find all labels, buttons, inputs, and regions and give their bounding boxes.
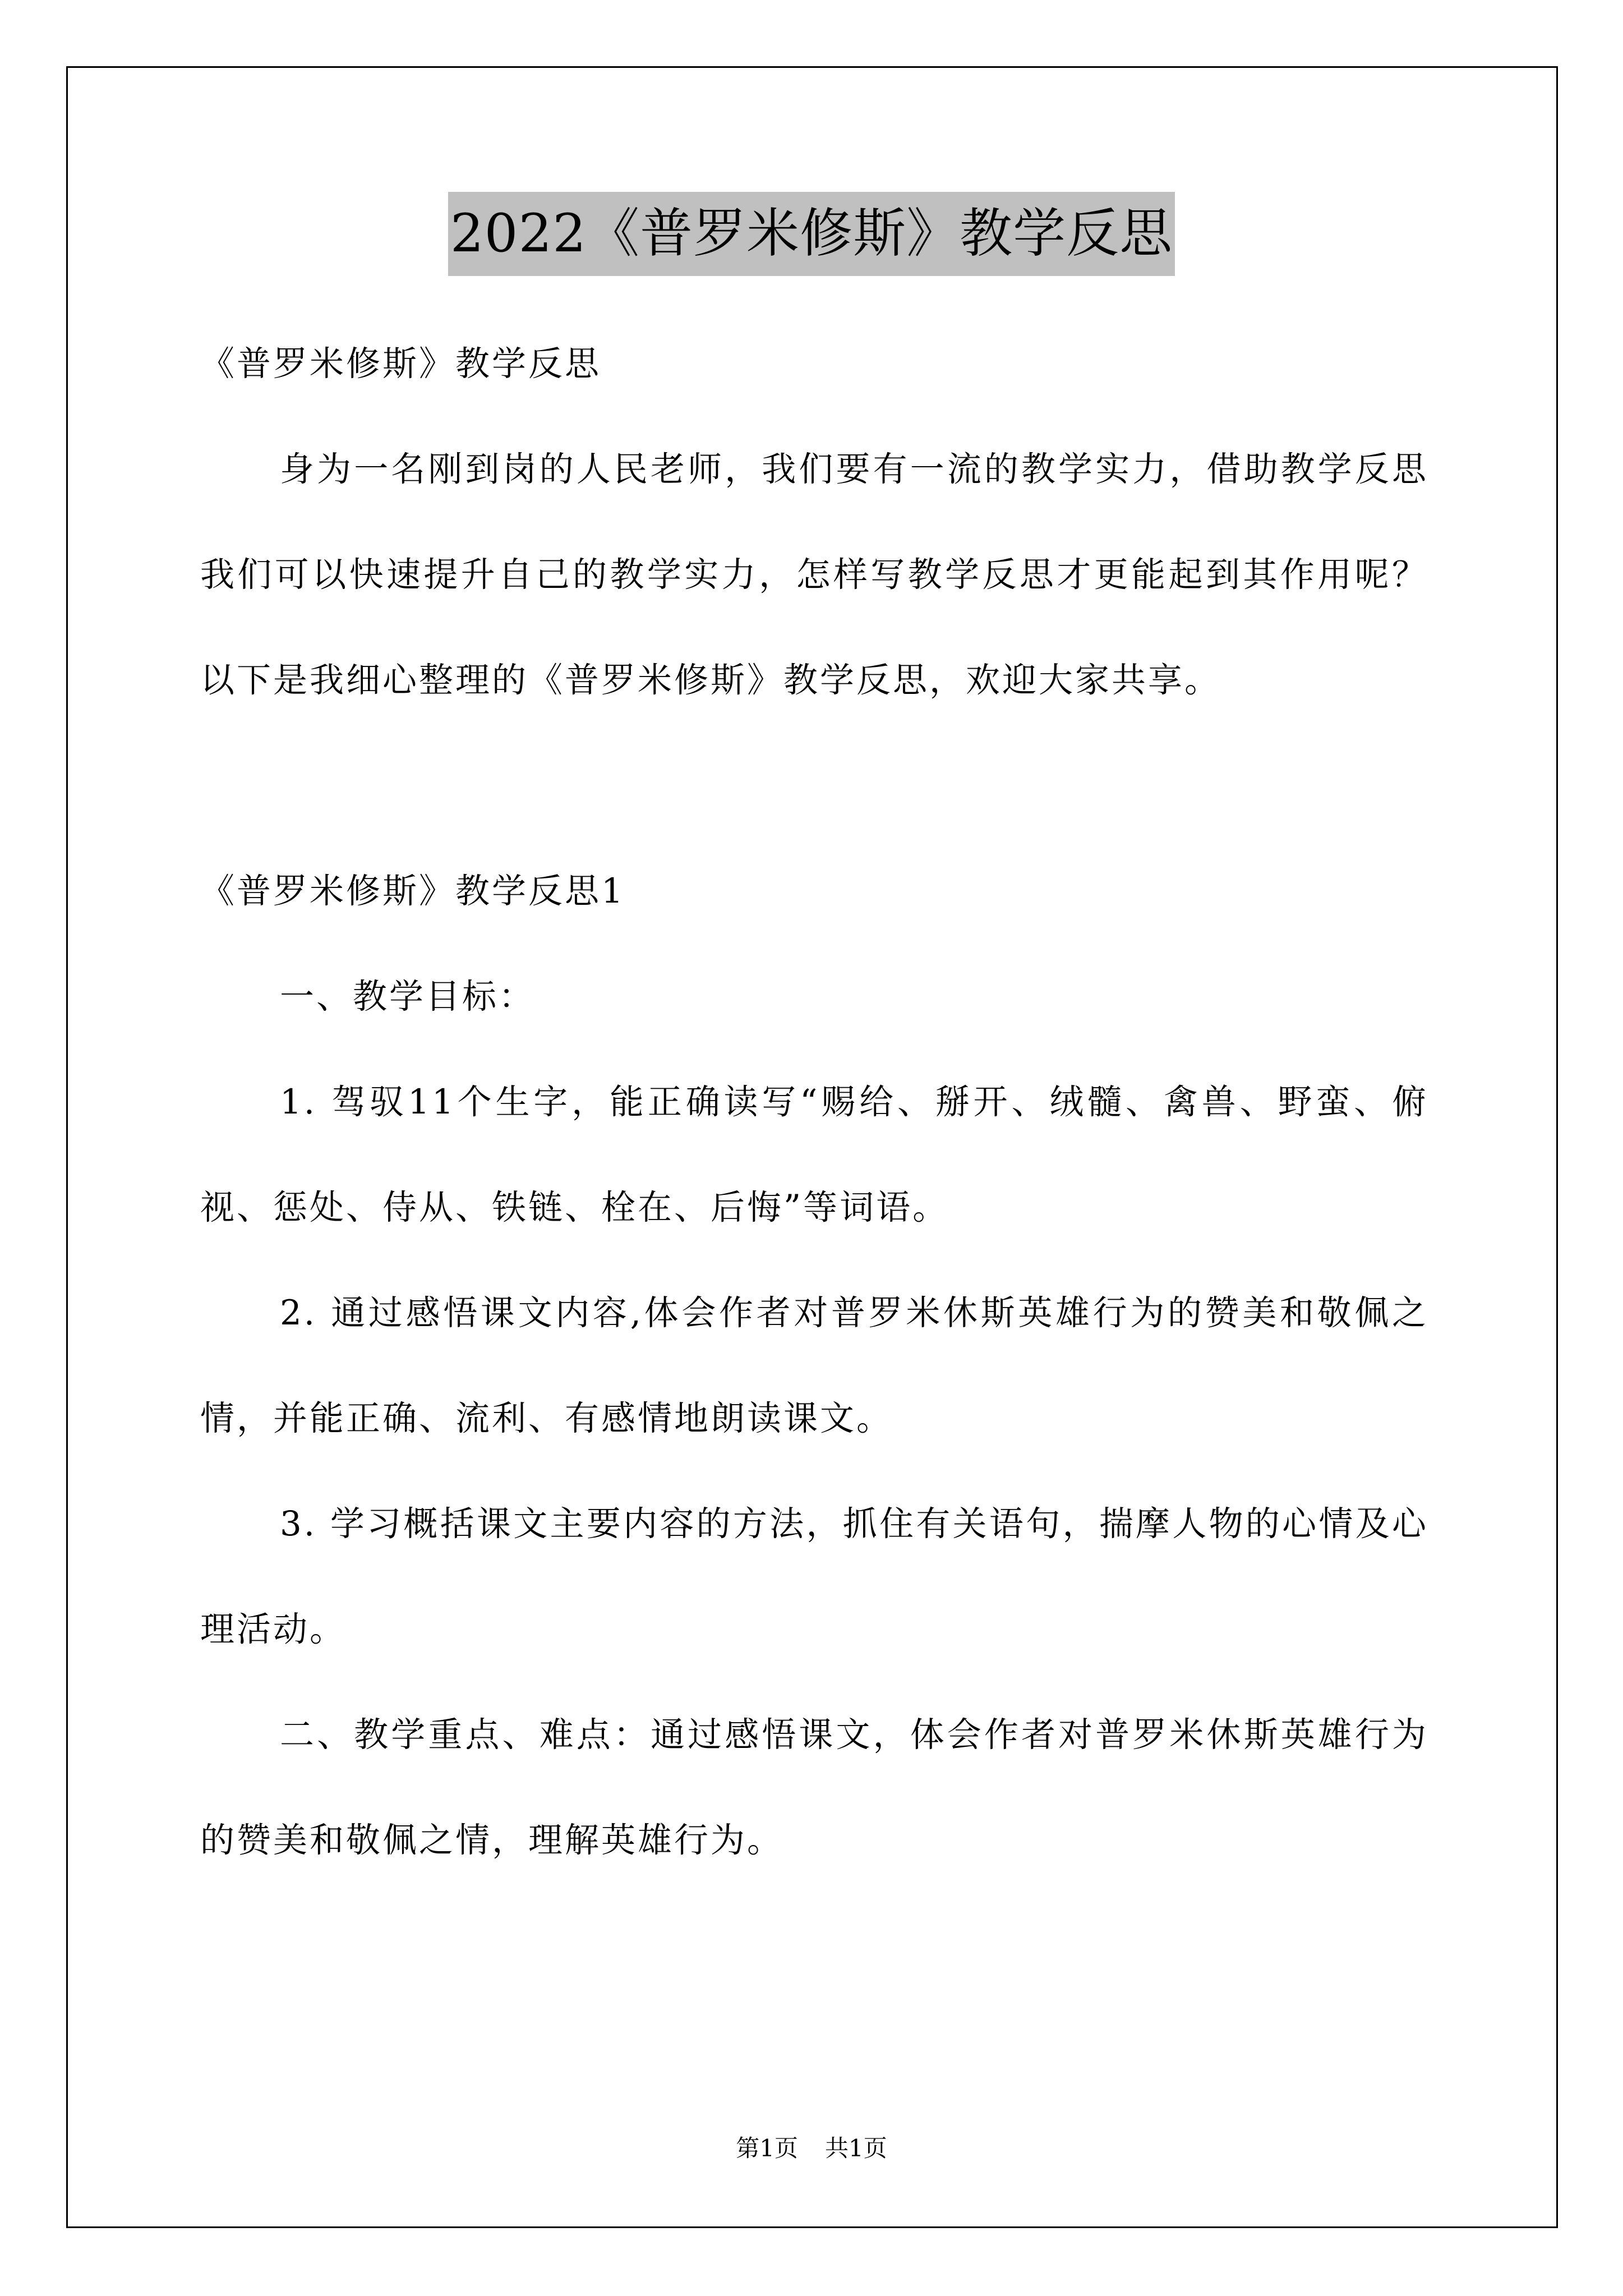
objective-item-2: 2. 通过感悟课文内容,体会作者对普罗米休斯英雄行为的赞美和敬佩之情，并能正确、流利、有感情地朗读课文。 [200,1293,1428,1438]
key-points-paragraph: 二、教学重点、难点：通过感悟课文，体会作者对普罗米休斯英雄行为的赞美和敬佩之情，理解英雄行为。 [200,1715,1428,1860]
page-footer [0,2132,1623,2165]
document-body [200,311,1428,1893]
intro-paragraph: 身为一名刚到岗的人民老师，我们要有一流的教学实力，借助教学反思我们可以快速提升自己的教学实力，怎样写教学反思才更能起到其作用呢？以下是我细心整理的《普罗米修斯》教学反思，欢迎大家共享。 [200,449,1428,700]
page-count: 共1页 [825,2134,887,2162]
objective-item-3: 3. 学习概括课文主要内容的方法，抓住有关语句，揣摩人物的心情及心理活动。 [200,1504,1428,1649]
subtitle-paragraph: 《普罗米修斯》教学反思 [200,344,602,384]
objective-item-1: 1. 驾驭11个生字，能正确读写“赐给、掰开、绒髓、禽兽、野蛮、俯视、惩处、侍从、铁链、栓在、后悔”等词语。 [200,1082,1428,1227]
page-number: 第1页 [736,2134,798,2162]
title-container [0,192,1623,276]
objectives-heading: 一、教学目标： [280,977,536,1016]
section-heading: 《普罗米修斯》教学反思1 [200,871,625,911]
document-title: 2022《普罗米修斯》教学反思 [448,192,1175,276]
